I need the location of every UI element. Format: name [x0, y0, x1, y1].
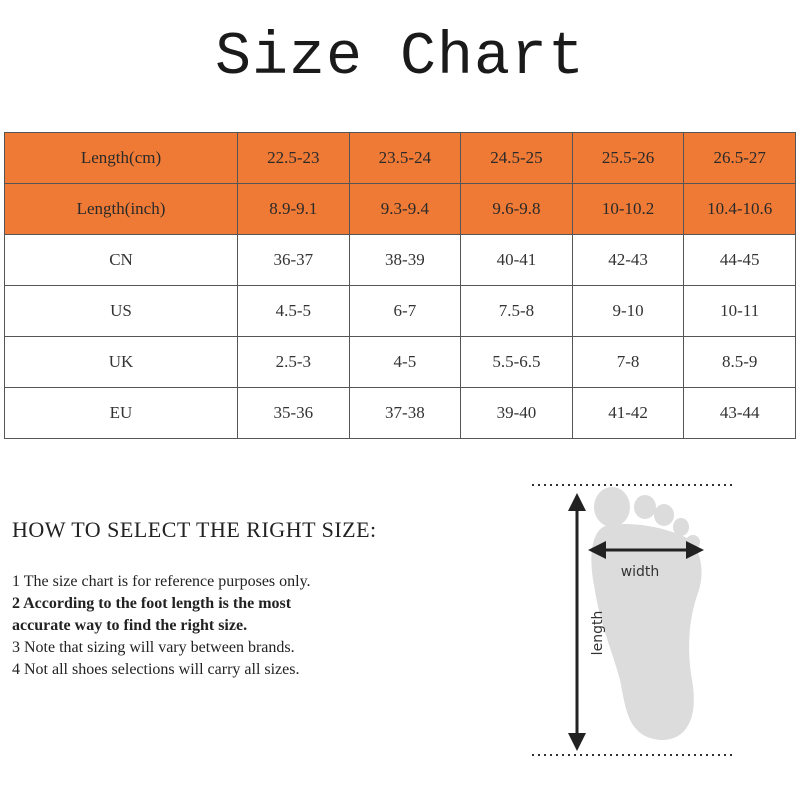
size-notes: [12, 571, 452, 681]
row-label: CN: [5, 235, 238, 286]
note-3: 3 Note that sizing will vary between brands.: [12, 639, 295, 656]
row-label: Length(inch): [5, 184, 238, 235]
table-cell: 10-11: [684, 286, 796, 337]
table-cell: 36-37: [238, 235, 350, 286]
table-cell: 9.6-9.8: [461, 184, 573, 235]
howto-heading: HOW TO SELECT THE RIGHT SIZE:: [12, 517, 377, 542]
table-cell: 42-43: [572, 235, 684, 286]
table-cell: 8.9-9.1: [238, 184, 350, 235]
table-cell: 40-41: [461, 235, 573, 286]
table-cell: 44-45: [684, 235, 796, 286]
table-cell: 23.5-24: [349, 133, 461, 184]
row-label: Length(cm): [5, 133, 238, 184]
table-cell: 6-7: [349, 286, 461, 337]
note-4: 4 Not all shoes selections will carry all sizes.: [12, 661, 300, 678]
row-label: UK: [5, 337, 238, 388]
table-cell: 26.5-27: [684, 133, 796, 184]
table-cell: 24.5-25: [461, 133, 573, 184]
length-arrow: [568, 493, 586, 751]
table-cell: 41-42: [572, 388, 684, 439]
table-cell: 7-8: [572, 337, 684, 388]
table-cell: 39-40: [461, 388, 573, 439]
foot-measure-diagram: [530, 475, 750, 765]
width-label: width: [620, 564, 660, 580]
table-cell: 38-39: [349, 235, 461, 286]
table-cell: 4.5-5: [238, 286, 350, 337]
table-row: [5, 184, 796, 235]
note-2-cont: [12, 615, 452, 637]
note-2: [12, 593, 452, 615]
table-cell: 10.4-10.6: [684, 184, 796, 235]
table-cell: 5.5-6.5: [461, 337, 573, 388]
table-cell: 4-5: [349, 337, 461, 388]
table-cell: 7.5-8: [461, 286, 573, 337]
table-row: [5, 388, 796, 439]
table-cell: 37-38: [349, 388, 461, 439]
table-row: [5, 235, 796, 286]
row-label: EU: [5, 388, 238, 439]
note-1: 1 The size chart is for reference purposes only.: [12, 573, 311, 590]
note-2-line-1: 2 According to the foot length is the most: [12, 595, 292, 612]
table-cell: 25.5-26: [572, 133, 684, 184]
table-row: [5, 337, 796, 388]
table-cell: 9.3-9.4: [349, 184, 461, 235]
table-cell: 43-44: [684, 388, 796, 439]
table-row: [5, 133, 796, 184]
foot-icon: [591, 487, 701, 740]
length-label: length: [590, 610, 606, 656]
table-cell: 9-10: [572, 286, 684, 337]
table-cell: 2.5-3: [238, 337, 350, 388]
size-table: [4, 132, 796, 439]
table-cell: 22.5-23: [238, 133, 350, 184]
table-cell: 8.5-9: [684, 337, 796, 388]
row-label: US: [5, 286, 238, 337]
note-2-line-2: accurate way to find the right size.: [12, 617, 248, 634]
table-cell: 10-10.2: [572, 184, 684, 235]
table-cell: 35-36: [238, 388, 350, 439]
page-title: Size Chart: [214, 24, 586, 92]
table-row: [5, 286, 796, 337]
